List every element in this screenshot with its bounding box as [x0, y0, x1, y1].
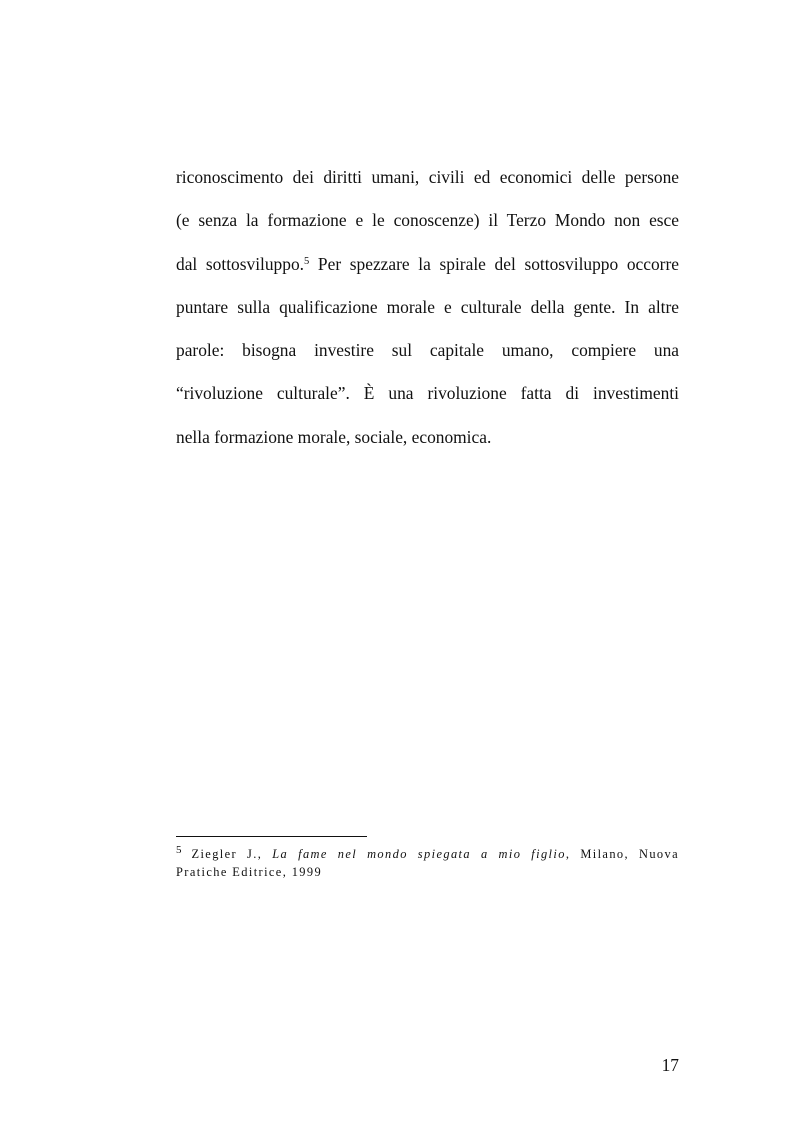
text-segment: Per spezzare la spirale del sottosviluppo occorre — [317, 253, 679, 274]
text-line: “rivoluzione culturale”. È una rivoluzione fatta di investimenti — [176, 383, 679, 404]
text-line: (e senza la formazione e le conoscenze) il Terzo Mondo non esce — [176, 210, 679, 231]
text-line: puntare sulla qualificazione morale e culturale della gente. In altre — [176, 296, 679, 317]
footnote-title: La fame nel mondo spiegata a mio figlio — [272, 847, 566, 861]
footnote-mark: 5 — [176, 844, 182, 856]
footnote-line — [176, 845, 679, 863]
page-number: 17 — [661, 1055, 679, 1075]
footnote-separator — [176, 836, 367, 837]
text-line: nella formazione morale, sociale, economica. — [176, 426, 492, 447]
footnote-line: Pratiche Editrice, 1999 — [176, 865, 323, 879]
text-line: parole: bisogna investire sul capitale umano, compiere una — [176, 340, 679, 361]
footnote — [176, 845, 679, 881]
footnote-reference: 5 — [304, 255, 310, 267]
text-line — [176, 243, 679, 286]
text-segment: dal sottosviluppo. — [176, 253, 304, 274]
text-line: riconoscimento dei diritti umani, civili ed economici delle persone — [176, 167, 679, 187]
footnote-author: Ziegler J., — [191, 847, 263, 861]
footnote-publisher: , Milano, Nuova — [565, 847, 680, 861]
body-paragraph — [176, 156, 679, 459]
